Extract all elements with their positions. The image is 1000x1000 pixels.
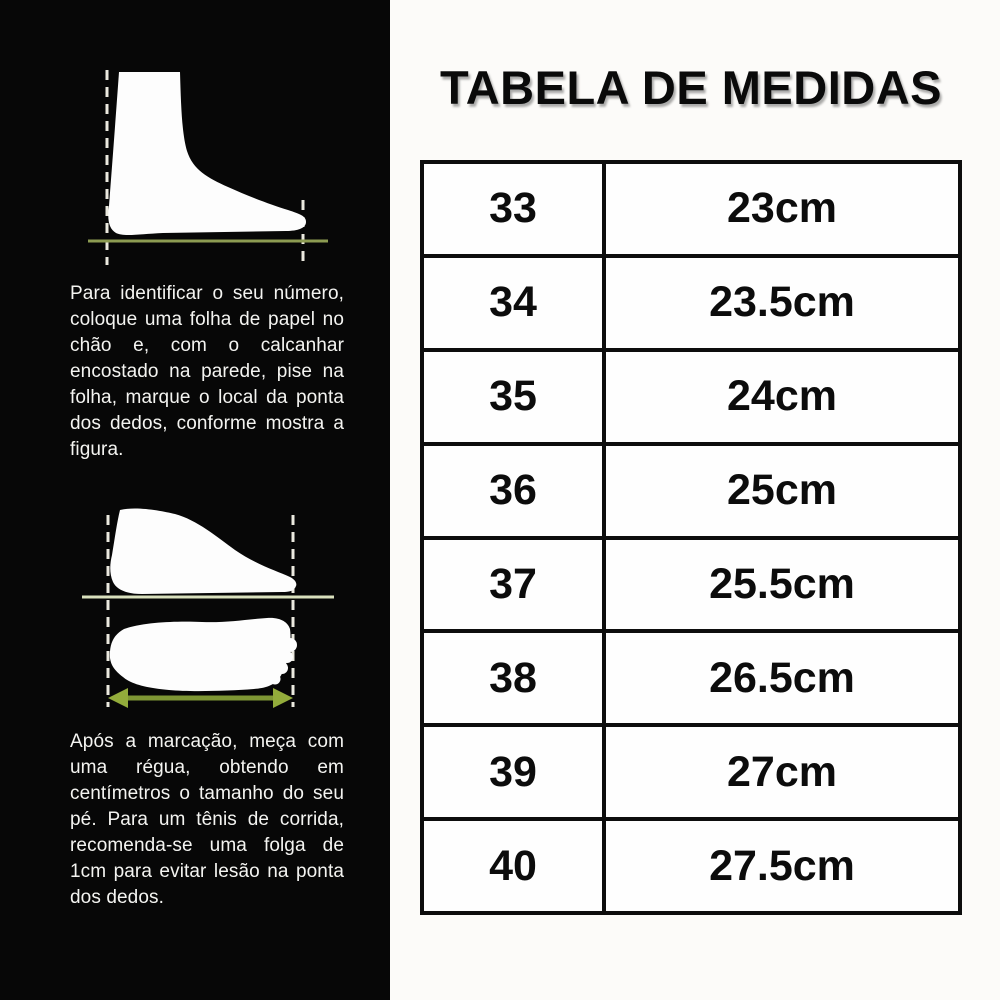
length-value: 27cm [604, 725, 960, 819]
foot-profile-silhouette [110, 509, 296, 594]
length-value: 23cm [604, 162, 960, 256]
size-value: 34 [422, 256, 604, 350]
size-row [422, 538, 960, 632]
instruction-paragraph-2: Após a marcação, meça com uma régua, obtendo em centímetros o tamanho do seu pé. Para um tênis de corrida, recomenda-se uma folga de 1cm para evitar lesão na ponta dos dedos. [70, 731, 344, 908]
length-value: 27.5cm [604, 819, 960, 913]
size-row [422, 725, 960, 819]
footprint-silhouette [110, 618, 291, 691]
size-value: 40 [422, 819, 604, 913]
toe-bump [270, 674, 281, 685]
foot-side-measure-icon [78, 52, 340, 270]
size-value: 33 [422, 162, 604, 256]
size-value: 39 [422, 725, 604, 819]
length-value: 26.5cm [604, 631, 960, 725]
length-value: 25cm [604, 444, 960, 538]
size-value: 36 [422, 444, 604, 538]
toe-bump [276, 662, 288, 674]
toe-bump [281, 651, 293, 663]
instructions-panel [0, 0, 390, 1000]
foot-silhouette [108, 72, 306, 235]
size-row [422, 444, 960, 538]
size-row [422, 162, 960, 256]
foot-length-measure-icon [82, 495, 334, 717]
instruction-paragraph-1: Para identificar o seu número, coloque uma folha de papel no chão e, com o calcanhar encostado na parede, pise na folha, marque o local da ponta dos dedos, conforme mostra a figura. [70, 283, 344, 460]
size-row [422, 350, 960, 444]
size-value: 37 [422, 538, 604, 632]
size-value: 38 [422, 631, 604, 725]
size-value: 35 [422, 350, 604, 444]
size-chart-title: TABELA DE MEDIDAS [440, 61, 942, 114]
size-chart-table [420, 160, 962, 915]
length-value: 25.5cm [604, 538, 960, 632]
size-row [422, 631, 960, 725]
length-value: 23.5cm [604, 256, 960, 350]
size-row [422, 256, 960, 350]
length-value: 24cm [604, 350, 960, 444]
toe-bump [283, 638, 297, 652]
size-row [422, 819, 960, 913]
